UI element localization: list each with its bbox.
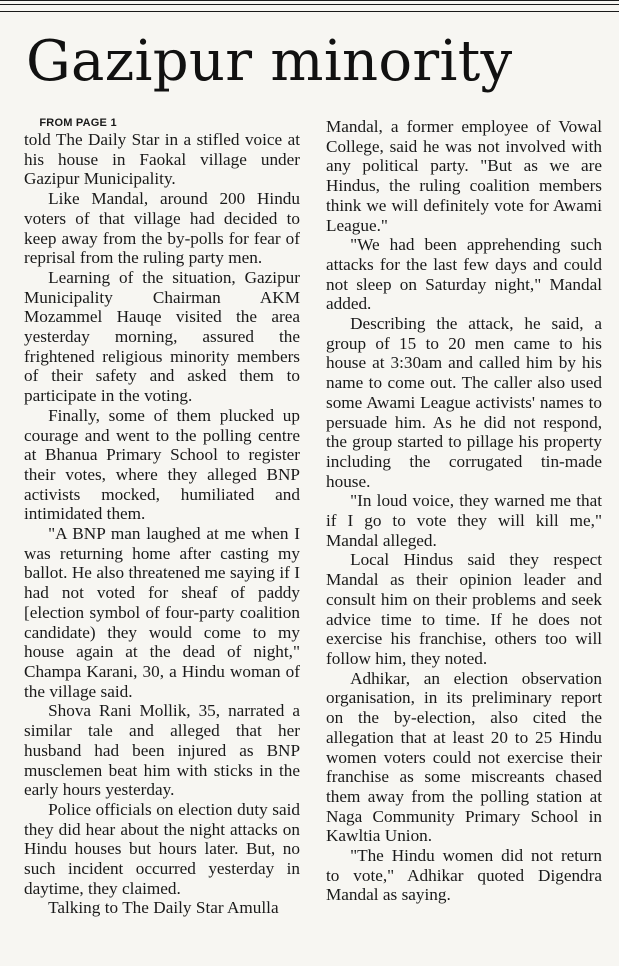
paragraph: Mandal, a former employee of Vowal College, said he was not involved with any political party. "But as we are Hindus, the ruling coalition members think we will definitely vote for Awami League."	[326, 117, 602, 235]
paragraph: Local Hindus said they respect Mandal as their opinion leader and consult him on their problems and seek advice time to time. If he does not exercise his franchise, others too will follow him, they noted.	[326, 550, 602, 668]
paragraph: "In loud voice, they warned me that if I go to vote they will kill me," Mandal alleged.	[326, 491, 602, 550]
paragraph: Finally, some of them plucked up courage and went to the polling centre at Bhanua Primary School to register their votes, where they alleged BNP activists mocked, humiliated and intimidated them.	[24, 405, 300, 524]
paragraph: Adhikar, an election observation organisation, in its preliminary report on the by-election, also cited the allegation that at least 20 to 25 Hindu women voters could not exercise their franchise as some miscreants chased them away from the polling station at Naga Community Primary School in Kawltia Union.	[326, 668, 602, 846]
paragraph: "A BNP man laughed at me when I was returning home after casting my ballot. He also threatened me saying if I had not voted for sheaf of paddy [election symbol of four-party coalition candidate) they would come to my house again at the dead of night," Champa Karani, 30, a Hindu woman of the village said.	[24, 524, 300, 701]
top-rule	[0, 0, 619, 12]
paragraph: Talking to The Daily Star Amulla	[48, 898, 279, 918]
paragraph: Learning of the situation, Gazipur Municipality Chairman AKM Mozammel Hauqe visited the area yesterday morning, assured the frightened religious minority members of their safety and asked them to participate in the voting.	[24, 267, 300, 406]
right-column	[326, 117, 602, 905]
paragraph: Police officials on election duty said they did hear about the night attacks on Hindu houses but hours later. But, no such incident occurred yesterday in daytime, they claimed.	[24, 799, 300, 898]
paragraph: told The Daily Star in a stifled voice at his house in Faokal village under Gazipur Municipality.	[24, 130, 300, 189]
paragraph: Like Mandal, around 200 Hindu voters of that village had decided to keep away from the by-polls for fear of reprisal from the ruling party men.	[24, 189, 300, 268]
paragraph: Describing the attack, he said, a group of 15 to 20 men came to his house at 3:30am and called him by his name to come out. The caller also used some Awami League activists' names to persuade him. As he did not respond, the group started to pillage his property including the corrugated tin-made house.	[326, 314, 602, 491]
kicker: FROM PAGE 1	[39, 117, 117, 129]
paragraph: "We had been apprehending such attacks for the last few days and could not sleep on Saturday night," Mandal added.	[326, 235, 602, 314]
headline: Gazipur minority	[26, 29, 513, 94]
paragraph: Shova Rani Mollik, 35, narrated a similar tale and alleged that her husband had been injured as BNP musclemen beat him with sticks in the early hours yesterday.	[24, 701, 300, 800]
left-column	[24, 117, 300, 918]
paragraph: "The Hindu women did not return to vote," Adhikar quoted Digendra Mandal as saying.	[326, 846, 602, 905]
